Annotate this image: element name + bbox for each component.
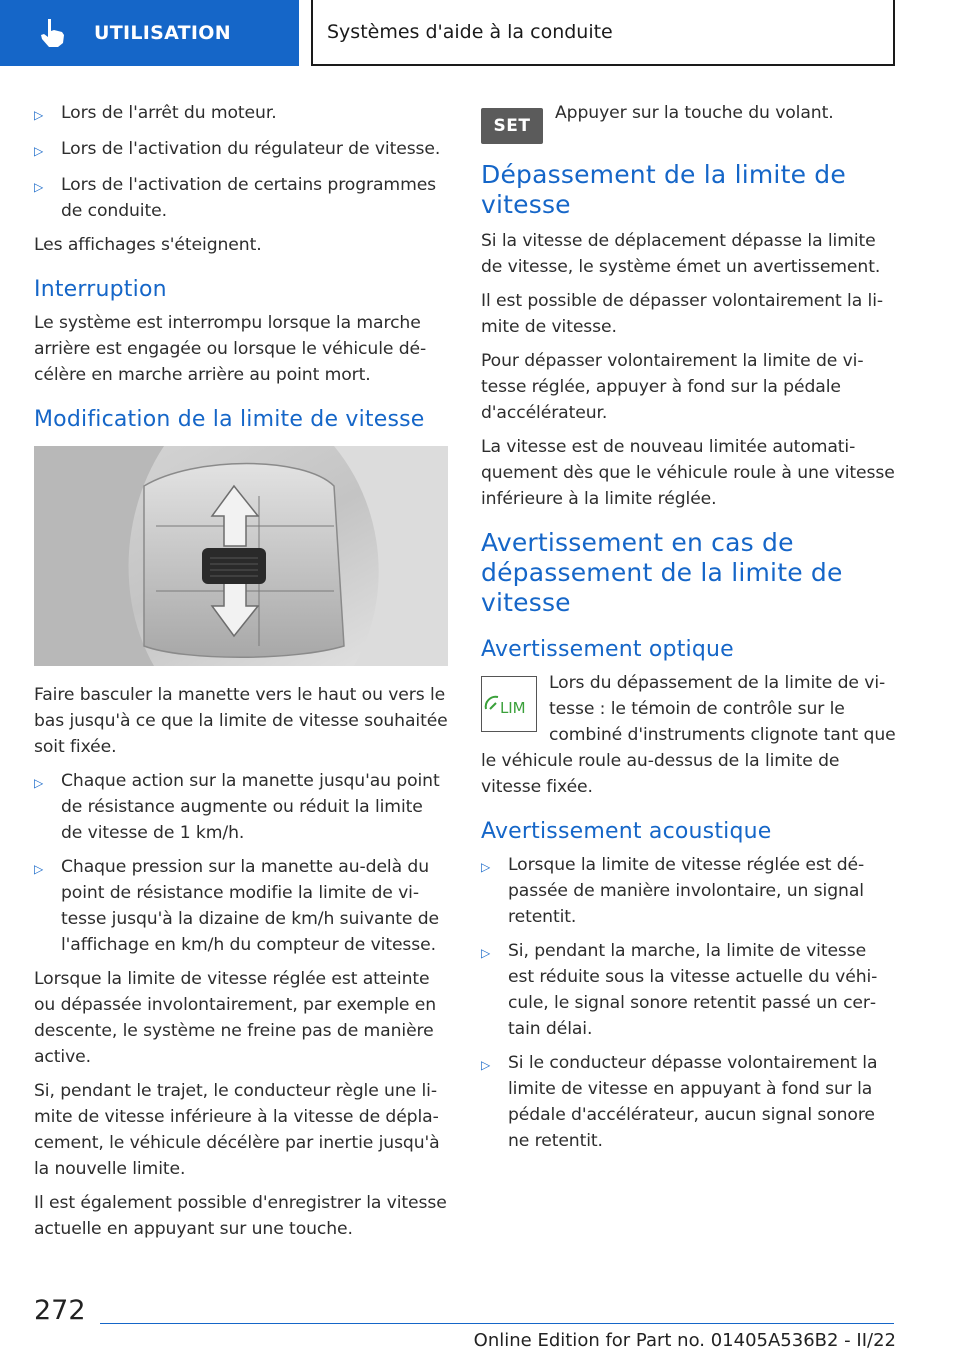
paragraph: La vitesse est de nouveau limitée automatiquement dès que le véhicule roule à une vitesse inférieure à la limite réglée. — [481, 437, 895, 509]
triangle-bullet-icon: ▷ — [34, 144, 44, 158]
triangle-bullet-icon: ▷ — [34, 776, 44, 790]
hand-pointer-icon — [36, 17, 68, 49]
triangle-bullet-icon: ▷ — [34, 108, 44, 122]
chapter-tab — [311, 0, 895, 66]
set-button-icon: SET — [481, 108, 543, 144]
footer-divider — [100, 1323, 894, 1324]
edition-note: Online Edition for Part no. 01405A536B2 - II/22 — [473, 1330, 896, 1351]
paragraph: Le système est interrompu lorsque la marche arrière est engagée ou lorsque le véhicule décélère en marche arrière au point mort. — [34, 313, 427, 385]
lim-label: LIM — [500, 699, 526, 717]
list-item: ▷ Lors de l'activation du régulateur de vitesse. — [34, 136, 448, 164]
paragraph: Pour dépasser volontairement la limite de vitesse réglée, appuyer à fond sur la pédale d'accélérateur. — [481, 351, 864, 423]
set-instruction — [481, 100, 897, 144]
heading-interruption: Interruption — [34, 277, 167, 302]
paragraph: Il est également possible d'enregistrer la vitesse actuelle en appuyant sur une touche. — [34, 1193, 447, 1239]
paragraph: Appuyer sur la touche du volant. — [555, 103, 834, 123]
page-number: 272 — [34, 1295, 86, 1326]
paragraph: Lorsque la limite de vitesse réglée est atteinte ou dépassée involontairement, par exemple en descente, le système ne freine pas de manière active. — [34, 969, 437, 1067]
triangle-bullet-icon: ▷ — [34, 180, 44, 194]
paragraph: Si, pendant le trajet, le conducteur règle une limite de vitesse inférieure à la vitesse de déplacement, le véhicule décélère par inertie jusqu'à la nouvelle limite. — [34, 1081, 440, 1179]
heading-optique: Avertissement optique — [481, 637, 734, 662]
heading-acoustique: Avertissement acoustique — [481, 819, 772, 844]
paragraph: Il est possible de dépasser volontairement la limite de vitesse. — [481, 291, 884, 337]
list-item: ▷ Si le conducteur dépasse volontairement la limite de vitesse en appuyant à fond sur la pédale d'accélérateur, aucun signal sonore ne retentit. — [481, 1050, 897, 1154]
list-item: ▷ Lors de l'arrêt du moteur. — [34, 100, 448, 128]
list-item: ▷ Lorsque la limite de vitesse réglée est dépassée de manière involontaire, un signal retentit. — [481, 852, 897, 930]
left-column — [34, 100, 448, 1250]
paragraph: Lors du dépassement de la limite de vitesse : le témoin de contrôle sur le combiné d'instruments clignote tant que le véhicule roule au-dessus de la limite de vitesse fixée. — [481, 673, 896, 797]
section-title: UTILISATION — [94, 22, 231, 44]
chapter-title: Systèmes d'aide à la conduite — [327, 21, 613, 43]
section-tab — [0, 0, 299, 66]
list-item: ▷ Si, pendant la marche, la limite de vitesse est réduite sous la vitesse actuelle du véhicule, le signal sonore retentit passé un certain délai. — [481, 938, 897, 1042]
list-item: ▷ Chaque action sur la manette jusqu'au point de résistance augmente ou réduit la limite de vitesse de 1 km/h. — [34, 768, 448, 846]
list-item: ▷ Lors de l'activation de certains programmes de conduite. — [34, 172, 448, 224]
steering-wheel-control-photo — [34, 446, 448, 666]
right-column — [481, 100, 897, 1162]
lim-indicator-icon — [481, 676, 537, 732]
heading-avertissement: Avertissement en cas de dépassement de la limite de vitesse — [481, 528, 843, 617]
heading-depassement: Dépassement de la limite de vitesse — [481, 160, 846, 219]
list-item: ▷ Chaque pression sur la manette au-delà du point de résistance modifie la limite de vitesse jusqu'à la dizaine de km/h suivante de l'affichage en km/h du compteur de vitesse. — [34, 854, 448, 958]
triangle-bullet-icon: ▷ — [481, 946, 491, 960]
paragraph: Si la vitesse de déplacement dépasse la limite de vitesse, le système émet un avertissement. — [481, 231, 881, 277]
triangle-bullet-icon: ▷ — [481, 1058, 491, 1072]
triangle-bullet-icon: ▷ — [34, 862, 44, 876]
heading-modification: Modification de la limite de vitesse — [34, 407, 425, 432]
paragraph: Les affichages s'éteignent. — [34, 235, 262, 255]
paragraph: Faire basculer la manette vers le haut ou vers le bas jusqu'à ce que la limite de vitesse souhaitée soit fixée. — [34, 685, 448, 757]
optique-block — [481, 670, 897, 800]
triangle-bullet-icon: ▷ — [481, 860, 491, 874]
